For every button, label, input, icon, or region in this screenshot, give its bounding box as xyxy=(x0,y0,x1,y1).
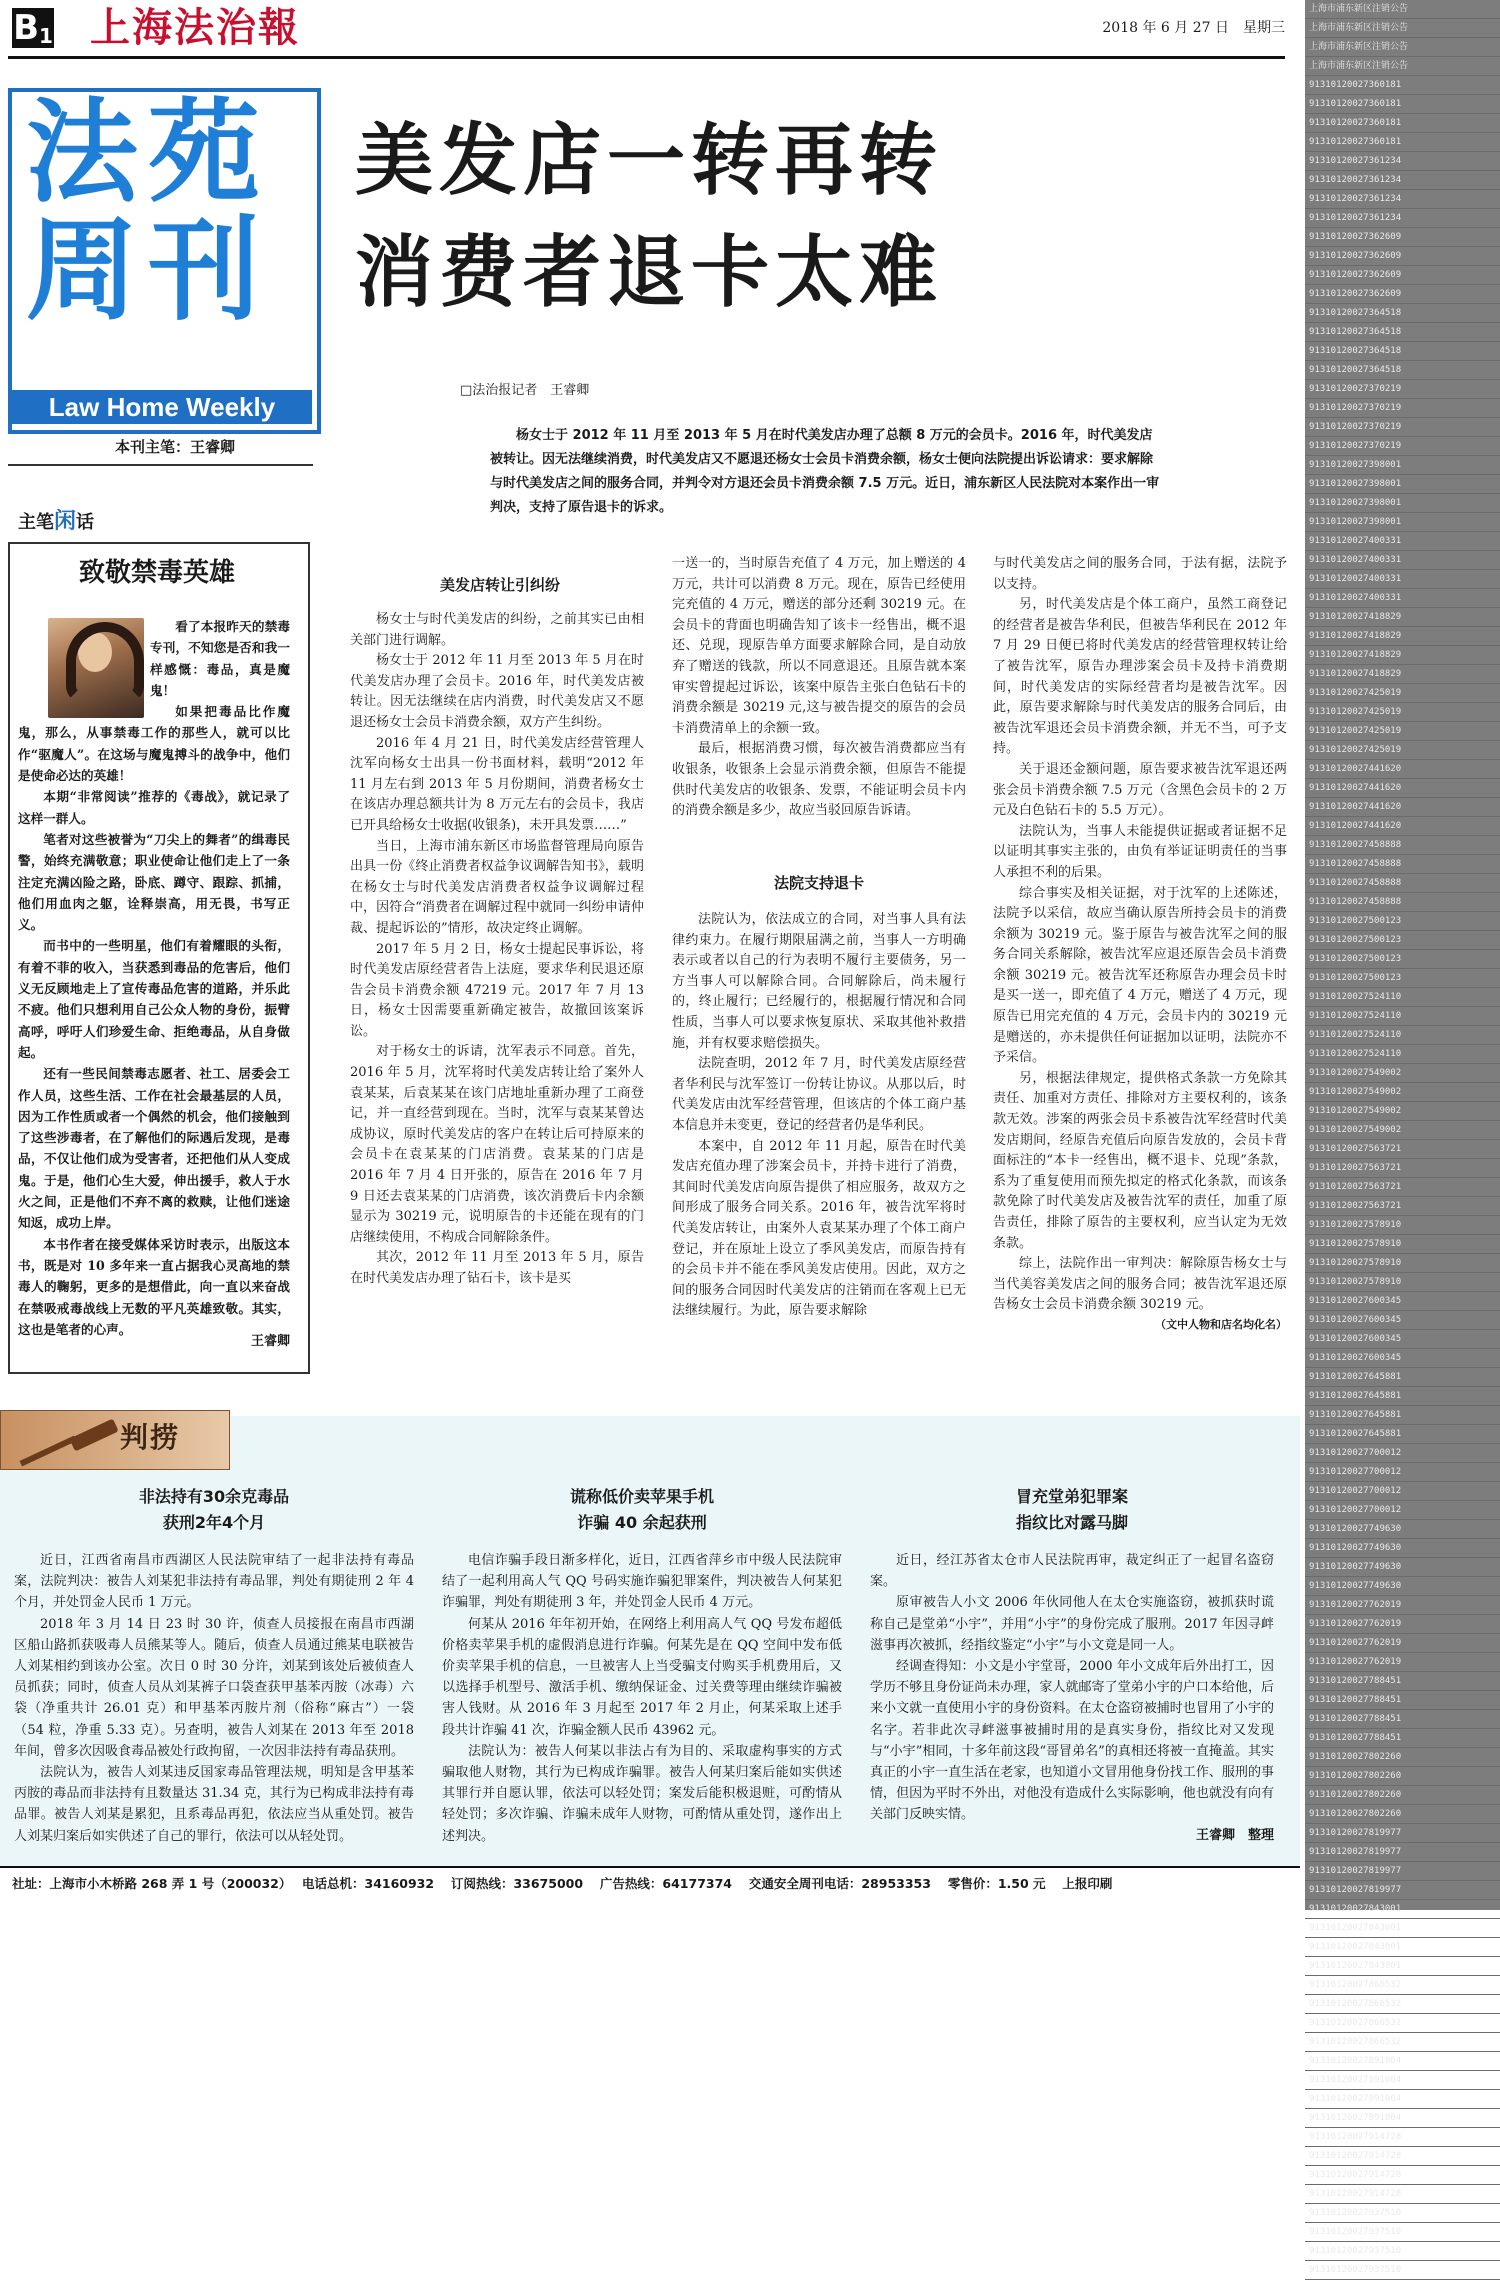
strip-row: 91310120027458888 xyxy=(1305,893,1500,912)
article-column-2-top xyxy=(672,554,966,822)
lead-paragraph: 杨女士于 2012 年 11 月至 2013 年 5 月在时代美发店办理了总额 8 万元的会员卡。2016 年，时代美发店被转让。因无法继续消费，时代美发店又不愿退还杨女士会员卡消费余额，杨女士便向法院提出诉讼请求：要求解除与时代美发店之间的服务合同，并判令对方退还会员卡消费余额 7.5 万元。近日，浦东新区人民法院对本案作出一审判决，支持了原告退卡的诉求。 xyxy=(490,428,1160,515)
strip-row: 91310120027418829 xyxy=(1305,608,1500,627)
verdict-banner xyxy=(0,1410,230,1470)
strip-row: 上海市浦东新区注销公告 xyxy=(1305,19,1500,38)
strip-row: 91310120027360181 xyxy=(1305,114,1500,133)
strip-row: 91310120027400331 xyxy=(1305,570,1500,589)
article-paragraph: 法院查明，2012 年 7 月，时代美发店原经营者华利民与沈军签订一份转让协议。从那以后，时代美发店由沈军经营管理，但该店的个体工商户基本信息并未变更，登记的经营者仍是华利民。 xyxy=(672,1056,966,1133)
strip-row: 91310120027400331 xyxy=(1305,589,1500,608)
sidebar-paragraph: 还有一些民间禁毒志愿者、社工、居委会工作人员，这些生活、工作在社会最基层的人员，因为工作性质或者一个偶然的机会，他们接触到了这些涉毒者，在了解他们的际遇后发现，是毒品，不仅让他们成为受害者，还把他们从人变成鬼。于是，他们心生大爱，伸出援手，救人于水火之间，正是他们不弃不离的救赎，让他们迷途知返，成功上岸。 xyxy=(18,1066,290,1231)
case-2-body xyxy=(442,1550,842,1847)
strip-row: 91310120027645881 xyxy=(1305,1425,1500,1444)
article-paragraph: 本案中，自 2012 年 11 月起，原告在时代美发店充值办理了涉案会员卡，并持卡进行了消费，其间时代美发店向原告提供了相应服务，故双方之间形成了服务合同关系。2016 年，被告沈军将时代美发店转让，由案外人袁某某办理了个体工商户登记，并在原址上设立了季风美发店，而原告持有的会员卡并不能在季风美发店使用。因此，双方之间的服务合同因时代美发店的注销而在客观上已无法继续履行。为此，原告要求解除 xyxy=(672,1138,966,1319)
strip-row: 91310120027549002 xyxy=(1305,1064,1500,1083)
strip-row: 91310120027600345 xyxy=(1305,1311,1500,1330)
strip-row: 上海市浦东新区注销公告 xyxy=(1305,0,1500,19)
article-paragraph: 当日，上海市浦东新区市场监督管理局向原告出具一份《终止消费者权益争议调解告知书》，载明在杨女士与时代美发店消费者权益争议调解过程中，因符合“消费者在调解过程中就同一纠纷申请仲裁、提起诉讼的”情形，故决定终止调解。 xyxy=(350,838,644,936)
sidebar-body xyxy=(18,616,290,1340)
strip-row: 91310120027866532 xyxy=(1305,2014,1500,2033)
strip-row: 91310120027441620 xyxy=(1305,817,1500,836)
sidebar-paragraph: 如果把毒品比作魔鬼，那么，从事禁毒工作的那些人，就可以比作“驱魔人”。在这场与魔鬼搏斗的战争中，他们是使命必达的英雄！ xyxy=(18,704,290,784)
case-paragraph: 法院认为：被告人何某以非法占有为目的、采取虚构事实的方式骗取他人财物，其行为已构成诈骗罪。被告人何某归案后能如实供述其罪行并自愿认罪，依法可以轻处罚；案发后能积极退赃，可酌情从轻处罚；多次诈骗、诈骗未成年人财物，可酌情从重处罚，遂作出上述判决。 xyxy=(442,1743,842,1844)
footer-printer: 上报印刷 xyxy=(1062,1876,1113,1891)
footer-ads: 广告热线：64177374 xyxy=(599,1876,732,1891)
strip-row: 91310120027645881 xyxy=(1305,1387,1500,1406)
strip-row: 91310120027891004 xyxy=(1305,2052,1500,2071)
case-paragraph: 电信诈骗手段日渐多样化，近日，江西省萍乡市中级人民法院审结了一起利用高人气 QQ 号码实施诈骗犯罪案件，判决被告人何某犯诈骗罪，判处有期徒刑 3 年，并处罚金人民币 4 万元。 xyxy=(442,1553,842,1611)
case-paragraph: 2018 年 3 月 14 日 23 时 30 许，侦查人员接报在南昌市西湖区船山路抓获吸毒人员熊某等人。随后，侦查人员通过熊某电联被告人刘某相约到该办公室。次日 0 时 30 分许，刘某到该处后被侦查人员抓获；同时，侦查人员从刘某裤子口袋查获甲基苯丙胺（冰毒）六袋（净重共计 26.01 克）和甲基苯丙胺片剂（俗称“麻古”）一袋（54 粒，净重 5.33 克）。另查明，被告人刘某在 2013 年至 2018 年间，曾多次因吸食毒品被处行政拘留，一次因非法持有毒品获刑。 xyxy=(14,1616,414,1759)
article-paragraph: 法院认为，当事人未能提供证据或者证据不足以证明其事实主张的，由负有举证证明责任的当事人承担不利的后果。 xyxy=(993,823,1287,880)
strip-row: 91310120027749630 xyxy=(1305,1558,1500,1577)
author-photo xyxy=(48,618,144,718)
strip-row: 91310120027549002 xyxy=(1305,1102,1500,1121)
strip-row: 91310120027398001 xyxy=(1305,494,1500,513)
strip-row: 91310120027937510 xyxy=(1305,2223,1500,2242)
strip-row: 91310120027400331 xyxy=(1305,532,1500,551)
article-column-3 xyxy=(993,554,1287,1334)
strip-row: 91310120027364518 xyxy=(1305,342,1500,361)
strip-row: 91310120027398001 xyxy=(1305,475,1500,494)
strip-row: 91310120027370219 xyxy=(1305,418,1500,437)
strip-row: 91310120027563721 xyxy=(1305,1159,1500,1178)
footer-price: 零售价：1.50 元 xyxy=(947,1876,1046,1891)
sidebar-paragraph: 本期“非常阅读”推荐的《毒战》，就记录了这样一群人。 xyxy=(18,789,290,826)
strip-row: 91310120027819977 xyxy=(1305,1824,1500,1843)
strip-row: 91310120027563721 xyxy=(1305,1140,1500,1159)
section-head-transfer: 美发店转让引纠纷 xyxy=(439,576,560,594)
strip-row: 91310120027458888 xyxy=(1305,855,1500,874)
case-paragraph: 近日，江西省南昌市西湖区人民法院审结了一起非法持有毒品案，法院判决：被告人刘某犯非法持有毒品罪，判处有期徒刑 2 年 4 个月，并处罚金人民币 1 万元。 xyxy=(14,1553,414,1611)
column-tag-suffix: 话 xyxy=(76,512,95,533)
strip-row: 91310120027418829 xyxy=(1305,646,1500,665)
strip-row: 91310120027891004 xyxy=(1305,2109,1500,2128)
strip-row: 91310120027600345 xyxy=(1305,1330,1500,1349)
strip-row: 91310120027866532 xyxy=(1305,1995,1500,2014)
strip-row: 91310120027362609 xyxy=(1305,228,1500,247)
strip-row: 91310120027360181 xyxy=(1305,76,1500,95)
chief-editor: 本刊主笔：王睿卿 xyxy=(114,438,235,456)
strip-row: 91310120027425019 xyxy=(1305,703,1500,722)
strip-row: 91310120027749630 xyxy=(1305,1539,1500,1558)
strip-row: 91310120027788451 xyxy=(1305,1672,1500,1691)
column-tag-highlight: 闲 xyxy=(54,509,77,534)
strip-row: 91310120027524110 xyxy=(1305,1045,1500,1064)
weekday-text: 星期三 xyxy=(1243,20,1285,36)
strip-row: 91310120027425019 xyxy=(1305,722,1500,741)
strip-row: 91310120027891004 xyxy=(1305,2071,1500,2090)
strip-row: 91310120027645881 xyxy=(1305,1406,1500,1425)
article-paragraph: 综合事实及相关证据，对于沈军的上述陈述，法院予以采信，故应当确认原告所持会员卡的消费余额为 30219 元。鉴于原告与被告沈军之间的服务合同关系解除，被告沈军应退还原告会员卡消费余额 30219 元。被告沈军还称原告办理会员卡时是买一送一，即充值了 4 万元，赠送了 4 万元，现原告已用完充值的 4 万元，会员卡内的 30219 元是赠送的，亦未提供任何证据加以证明，法院亦不予采信。 xyxy=(993,885,1287,1066)
strip-row: 91310120027600345 xyxy=(1305,1349,1500,1368)
strip-row: 91310120027500123 xyxy=(1305,912,1500,931)
strip-row: 91310120027843001 xyxy=(1305,1938,1500,1957)
case-title-line2: 获刑2年4个月 xyxy=(162,1513,266,1532)
editor-rule xyxy=(8,464,313,466)
strip-row: 91310120027749630 xyxy=(1305,1520,1500,1539)
sidebar-paragraph: 本书作者在接受媒体采访时表示，出版这本书，既是对 10 多年来一直占据我心灵高地的禁毒人的鞠躬，更多的是想借此，向一直以来奋战在禁吸戒毒战线上无数的平凡英雄致敬。其实，这也是笔者的心声。 xyxy=(18,1236,290,1337)
strip-row: 91310120027578910 xyxy=(1305,1235,1500,1254)
sidebar-paragraph: 笔者对这些被誉为“刀尖上的舞者”的缉毒民警，始终充满敬意；职业使命让他们走上了一条注定充满凶险之路，卧底、蹲守、跟踪、抓捕，他们用血肉之躯，诠释崇高，用无畏，书写正义。 xyxy=(18,831,290,933)
masthead: 上海法治報 xyxy=(90,4,300,51)
footer-address: 社址：上海市小木桥路 268 弄 1 号（200032） xyxy=(12,1876,286,1891)
strip-row: 91310120027441620 xyxy=(1305,760,1500,779)
sidebar-paragraph: 而书中的一些明星，他们有着耀眼的头衔，有着不菲的收入，当获悉到毒品的危害后，他们义无反顾地走上了宣传毒品危害的道路，并乐此不疲。他们只想利用自己公众人物的身份，振臂高呼，呼吁人们珍爱生命、拒绝毒品，从自身做起。 xyxy=(18,938,290,1060)
case-paragraph: 近日，经江苏省太仓市人民法院再审，裁定纠正了一起冒名盗窃案。 xyxy=(870,1553,1274,1590)
column-tag-prefix: 主笔 xyxy=(18,512,54,533)
strip-row: 91310120027866532 xyxy=(1305,1976,1500,1995)
footer-rule xyxy=(0,1866,1300,1868)
article-paragraph: 另，时代美发店是个体工商户，虽然工商登记的经营者是被告华利民，但被告华利民在 2012 年 7 月 29 日便已将时代美发店的经营管理权转让给了被告沈军，原告办理涉案会员卡及持卡消费期间，时代美发店的实际经营者均是被告沈军。因此，原告要求解除与时代美发店的服务合同后，由被告沈军退还会员卡消费余额，并无不当，可予支持。 xyxy=(993,597,1287,757)
case-title-line1: 冒充堂弟犯罪案 xyxy=(1015,1487,1128,1506)
strip-row: 91310120027563721 xyxy=(1305,1178,1500,1197)
strip-row: 91310120027524110 xyxy=(1305,1026,1500,1045)
article-paragraph: 对于杨女士的诉请，沈军表示不同意。首先，2016 年 5 月，沈军将时代美发店转让给了案外人袁某某，后袁某某在该门店地址重新办理了工商登记，并一直经营到现在。当时，沈军与袁某某曾达成协议，原时代美发店的客户在转让后可持原来的会员卡在袁某某的门店消费。袁某某的门店是 2016 年 7 月 4 日开张的，原告在 2016 年 7 月 9 日还去袁某某的门店消费，该次消费后卡内余额显示为 30219 元，说明原告的卡还能在现有的门店继续使用，不构成合同解除条件。 xyxy=(350,1044,644,1245)
strip-row: 91310120027802260 xyxy=(1305,1748,1500,1767)
case-title-line2: 指纹比对露马脚 xyxy=(1015,1513,1128,1532)
strip-row: 91310120027843001 xyxy=(1305,1919,1500,1938)
strip-row: 91310120027700012 xyxy=(1305,1501,1500,1520)
strip-row: 91310120027866532 xyxy=(1305,2033,1500,2052)
strip-row: 91310120027425019 xyxy=(1305,684,1500,703)
strip-row: 91310120027458888 xyxy=(1305,874,1500,893)
article-paragraph: 2016 年 4 月 21 日，时代美发店经营管理人沈军向杨女士出具一份书面材料，载明“2012 年 11 月左右到 2013 年 5 月份期间，消费者杨女士在该店办理总额共计为 8 万元左右的会员卡，我店已开具给杨女士收据(收银条)，未开具发票……” xyxy=(350,735,644,833)
strip-row: 91310120027843001 xyxy=(1305,1900,1500,1919)
case-title-line1: 非法持有30余克毒品 xyxy=(138,1487,290,1506)
strip-row: 91310120027398001 xyxy=(1305,513,1500,532)
strip-row: 91310120027370219 xyxy=(1305,399,1500,418)
sidebar-title: 致敬禁毒英雄 xyxy=(78,558,235,588)
strip-row: 91310120027500123 xyxy=(1305,931,1500,950)
strip-row: 91310120027362609 xyxy=(1305,285,1500,304)
strip-row: 91310120027802260 xyxy=(1305,1786,1500,1805)
strip-row: 91310120027788451 xyxy=(1305,1729,1500,1748)
strip-row: 91310120027802260 xyxy=(1305,1805,1500,1824)
strip-row: 91310120027819977 xyxy=(1305,1843,1500,1862)
article-paragraph: 与时代美发店之间的服务合同，于法有据，法院予以支持。 xyxy=(993,556,1287,592)
strip-row: 91310120027700012 xyxy=(1305,1463,1500,1482)
strip-row: 91310120027563721 xyxy=(1305,1197,1500,1216)
case-paragraph: 经调查得知：小文是小宇堂哥，2000 年小文成年后外出打工，因学历不够且身份证尚未办理，家人就邮寄了堂弟小宇的户口本给他，后来小文就一直使用小宇的身份资料。在太仓盗窃被捕时也冒用了小宇的名字。若非此次寻衅滋事被捕时用的是真实身份，指纹比对又发现与“小宇”相同，十多年前这段“哥冒弟名”的真相还将被一直掩盖。其实真正的小宇一直生活在老家，也知道小文冒用他身份找工作、服刑的事情，但因为平时不外出，对他没有造成什么实际影响，他也就没有向有关部门反映实情。 xyxy=(870,1659,1274,1823)
article-paragraph: 一送一的，当时原告充值了 4 万元，加上赠送的 4 万元，共计可以消费 8 万元。现在，原告已经使用完充值的 4 万元，赠送的部分还剩 30219 元。在会员卡的背面也明确告知了该卡一经售出，概不退还、兑现，现原告单方面要求解除合同，是自动放弃了赠送的钱款，所以不同意退还。且原告就本案审实曾提起过诉讼，该案中原告主张白色钻石卡的消费余额是 30219 元,这与被告提交的原告的会员卡消费清单上的余额一致。 xyxy=(672,556,966,736)
weekly-title xyxy=(26,88,316,336)
article-note: （文中人物和店名均化名） xyxy=(1155,1317,1287,1331)
strip-row: 91310120027524110 xyxy=(1305,988,1500,1007)
footer xyxy=(12,1872,1292,1896)
header-date xyxy=(1080,18,1285,38)
strip-row: 91310120027914728 xyxy=(1305,2147,1500,2166)
weekly-title-line2: 周刊 xyxy=(26,206,270,336)
byline: □法治报记者 王睿卿 xyxy=(460,383,590,398)
page-number xyxy=(12,8,54,48)
strip-row: 91310120027362609 xyxy=(1305,247,1500,266)
sidebar-paragraph: 看了本报昨天的禁毒专刊，不知您是否和我一样感慨：毒品，真是魔鬼！ xyxy=(150,619,290,698)
article-column-1 xyxy=(350,610,644,1290)
headline xyxy=(355,105,1055,329)
footer-traffic: 交通安全周刊电话：28953353 xyxy=(748,1876,931,1891)
strip-row: 91310120027891004 xyxy=(1305,2090,1500,2109)
headline-line2: 消费者退卡太难 xyxy=(355,228,944,318)
strip-row: 91310120027361234 xyxy=(1305,152,1500,171)
strip-row: 91310120027361234 xyxy=(1305,209,1500,228)
strip-row: 91310120027819977 xyxy=(1305,1862,1500,1881)
case-2-title xyxy=(442,1484,842,1536)
case-signature: 王睿卿 整理 xyxy=(1195,1827,1274,1843)
strip-row: 91310120027762019 xyxy=(1305,1596,1500,1615)
strip-row: 91310120027549002 xyxy=(1305,1083,1500,1102)
strip-row: 91310120027700012 xyxy=(1305,1482,1500,1501)
strip-row: 91310120027549002 xyxy=(1305,1121,1500,1140)
case-paragraph: 何某从 2016 年年初开始，在网络上利用高人气 QQ 号发布超低价格卖苹果手机的虚假消息进行诈骗。何某先是在 QQ 空间中发布低价卖苹果手机的信息，一旦被害人上当受骗支付购买手机费用后，又以选择手机型号、激活手机、缴纳保证金、过关费等理由继续诈骗被害人钱财。从 2016 年 3 月起至 2017 年 2 月止，何某采取上述手段共计诈骗 41 次，诈骗金额人民币 43962 元。 xyxy=(442,1616,842,1738)
strip-row: 91310120027914728 xyxy=(1305,2166,1500,2185)
case-paragraph: 原审被告人小文 2006 年伙同他人在太仓实施盗窃，被抓获时谎称自己是堂弟“小宇”，并用“小宇”的身份完成了服刑。2017 年因寻衅滋事再次被抓，经指纹鉴定“小宇”与小文竟是同一人。 xyxy=(870,1595,1274,1653)
footer-phone: 电话总机：34160932 xyxy=(302,1876,435,1891)
strip-row: 91310120027645881 xyxy=(1305,1368,1500,1387)
case-1-title xyxy=(14,1484,414,1536)
article-paragraph: 2017 年 5 月 2 日，杨女士提起民事诉讼，将时代美发店原经营者告上法庭，要求华利民退还原告会员卡消费余额 47219 元。2017 年 7 月 13 日，杨女士因需要重新确定被告，故撤回该案诉讼。 xyxy=(350,941,644,1039)
strip-row: 91310120027361234 xyxy=(1305,190,1500,209)
section-head-court: 法院支持退卡 xyxy=(773,874,864,892)
case-title-line2: 诈骗 40 余起获刑 xyxy=(577,1513,707,1532)
date-text: 2018 年 6 月 27 日 xyxy=(1102,20,1229,36)
strip-row: 91310120027364518 xyxy=(1305,304,1500,323)
strip-row: 91310120027762019 xyxy=(1305,1634,1500,1653)
strip-row: 上海市浦东新区注销公告 xyxy=(1305,57,1500,76)
article-paragraph: 关于退还金额问题，原告要求被告沈军退还两张会员卡消费余额 7.5 万元（含黑色会员卡的 2 万元及白色钻石卡的 5.5 万元）。 xyxy=(993,761,1287,819)
strip-row: 91310120027819977 xyxy=(1305,1881,1500,1900)
article-paragraph: 其次，2012 年 11 月至 2013 年 5 月，原告在时代美发店办理了钻石卡，该卡是买 xyxy=(350,1250,644,1286)
strip-row: 91310120027524110 xyxy=(1305,1007,1500,1026)
headline-line1: 美发店一转再转 xyxy=(355,116,944,206)
strip-row: 91310120027788451 xyxy=(1305,1710,1500,1729)
case-3-title xyxy=(870,1484,1274,1536)
strip-row: 91310120027937510 xyxy=(1305,2242,1500,2261)
strip-row: 91310120027418829 xyxy=(1305,627,1500,646)
strip-row: 91310120027843001 xyxy=(1305,1957,1500,1976)
strip-row: 91310120027441620 xyxy=(1305,798,1500,817)
strip-row: 91310120027802260 xyxy=(1305,1767,1500,1786)
strip-row: 上海市浦东新区注销公告 xyxy=(1305,38,1500,57)
strip-row: 91310120027364518 xyxy=(1305,323,1500,342)
strip-row: 91310120027788451 xyxy=(1305,1691,1500,1710)
page-digit: 1 xyxy=(39,24,53,48)
strip-row: 91310120027749630 xyxy=(1305,1577,1500,1596)
article-paragraph: 综上，法院作出一审判决：解除原告杨女士与当代美容美发店之间的服务合同；被告沈军退还原告杨女士会员卡消费余额 30219 元。 xyxy=(993,1256,1287,1313)
strip-row: 91310120027914728 xyxy=(1305,2128,1500,2147)
strip-row: 91310120027360181 xyxy=(1305,95,1500,114)
case-3-body xyxy=(870,1550,1274,1846)
article-paragraph: 法院认为，依法成立的合同，对当事人具有法律约束力。在履行期限届满之前，当事人一方明确表示或者以自己的行为表明不履行主要债务，另一方当事人可以解除合同。合同解除后，尚未履行的，终止履行；已经履行的，根据履行情况和合同性质，当事人可以要求恢复原状、采取其他补救措施，并有权要求赔偿损失。 xyxy=(672,912,966,1051)
sidebar-signature: 王睿卿 xyxy=(250,1334,290,1349)
header-rule xyxy=(8,56,1285,59)
article-paragraph: 另，根据法律规定，提供格式条款一方免除其责任、加重对方责任、排除对方主要权利的，该条款无效。涉案的两张会员卡系被告沈军经营时代美发店期间，经原告充值后向原告发放的，会员卡背面标注的“本卡一经售出，概不退卡、兑现”条款，系为了重复使用而预先拟定的格式化条款，而该条款免除了时代美发店及被告沈军的责任，加重了原告责任，排除了原告的主要权利，应当认定为无效条款。 xyxy=(993,1070,1287,1251)
verdict-label: 判捞 xyxy=(120,1421,181,1454)
strip-row: 91310120027578910 xyxy=(1305,1216,1500,1235)
strip-row: 91310120027400331 xyxy=(1305,551,1500,570)
strip-row: 91310120027578910 xyxy=(1305,1254,1500,1273)
strip-row: 91310120027914728 xyxy=(1305,2185,1500,2204)
strip-row: 91310120027762019 xyxy=(1305,1615,1500,1634)
classified-strip xyxy=(1305,0,1500,2275)
strip-row: 91310120027937510 xyxy=(1305,2261,1500,2280)
strip-row: 91310120027762019 xyxy=(1305,1653,1500,1672)
article-column-2-bottom xyxy=(672,910,966,1322)
strip-row: 91310120027600345 xyxy=(1305,1292,1500,1311)
weekly-title-en: Law Home Weekly xyxy=(12,390,312,424)
weekly-title-line1: 法苑 xyxy=(26,88,270,218)
case-1-body xyxy=(14,1550,414,1847)
strip-row: 91310120027937510 xyxy=(1305,2204,1500,2223)
strip-row: 91310120027360181 xyxy=(1305,133,1500,152)
case-paragraph: 法院认为，被告人刘某违反国家毒品管理法规，明知是含甲基苯丙胺的毒品而非法持有且数量达 31.34 克，其行为已构成非法持有毒品罪。被告人刘某是累犯，且系毒品再犯，依法应当从重处罚。被告人刘某归案后如实供述了自己的罪行，依法可以从轻处罚。 xyxy=(14,1765,414,1844)
case-title-line1: 谎称低价卖苹果手机 xyxy=(569,1487,714,1506)
strip-row: 91310120027398001 xyxy=(1305,456,1500,475)
strip-row: 91310120027364518 xyxy=(1305,361,1500,380)
strip-row: 91310120027425019 xyxy=(1305,741,1500,760)
column-tag xyxy=(18,510,94,535)
article-paragraph: 杨女士与时代美发店的纠纷，之前其实已由相关部门进行调解。 xyxy=(350,612,644,648)
footer-subscribe: 订阅热线：33675000 xyxy=(450,1876,584,1891)
strip-row: 91310120027700012 xyxy=(1305,1444,1500,1463)
strip-row: 91310120027362609 xyxy=(1305,266,1500,285)
strip-row: 91310120027500123 xyxy=(1305,969,1500,988)
strip-row: 91310120027578910 xyxy=(1305,1273,1500,1292)
page-letter: B xyxy=(13,8,39,48)
strip-row: 91310120027361234 xyxy=(1305,171,1500,190)
article-paragraph: 最后，根据消费习惯，每次被告消费都应当有收银条，收银条上会显示消费余额，但原告不能提供时代美发店的收银条、发票，不能证明会员卡内的消费余额是多少，故应当驳回原告诉请。 xyxy=(672,741,966,819)
article-paragraph: 杨女士于 2012 年 11 月至 2013 年 5 月在时代美发店办理了会员卡。2016 年，时代美发店被转让。因无法继续在店内消费，时代美发店又不愿退还杨女士会员卡消费余额，双方产生纠纷。 xyxy=(350,653,644,730)
strip-row: 91310120027441620 xyxy=(1305,779,1500,798)
strip-row: 91310120027458888 xyxy=(1305,836,1500,855)
strip-row: 91310120027370219 xyxy=(1305,437,1500,456)
strip-row: 91310120027370219 xyxy=(1305,380,1500,399)
strip-row: 91310120027500123 xyxy=(1305,950,1500,969)
strip-row: 91310120027418829 xyxy=(1305,665,1500,684)
